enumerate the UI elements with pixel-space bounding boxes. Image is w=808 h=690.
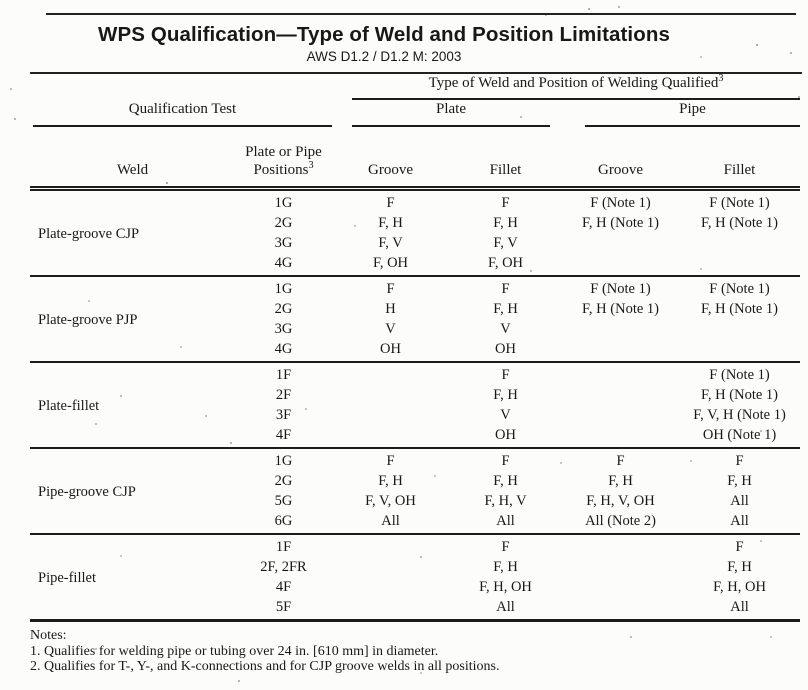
position-cell: 2G: [274, 473, 293, 489]
plate-groove-cell: F: [386, 195, 395, 211]
position-cell: 5G: [274, 493, 293, 509]
col-header-weld: Weld: [30, 127, 235, 189]
table-row: [30, 448, 800, 471]
plate-fillet-cell: F: [501, 367, 510, 383]
footnote-ref-3: 3: [718, 73, 724, 84]
pipe-fillet-cell: F, H (Note 1): [701, 215, 778, 231]
position-cell: 3F: [275, 407, 292, 423]
table-row: [30, 362, 800, 385]
pipe-fillet-cell: F, H (Note 1): [701, 301, 778, 317]
pipe-groove-cell: [562, 362, 679, 385]
plate-groove-cell: All: [381, 513, 400, 529]
pipe-groove-cell: F (Note 1): [590, 195, 651, 211]
group-pipe-label: Pipe: [585, 100, 800, 127]
notes-heading: Notes:: [30, 628, 67, 643]
pipe-groove-cell: [562, 385, 679, 405]
plate-fillet-cell: All: [496, 599, 515, 615]
pipe-groove-cell: All (Note 2): [585, 513, 656, 529]
plate-fillet-cell: F, H: [493, 387, 518, 403]
weld-type-cell: Pipe-groove CJP: [38, 484, 136, 500]
pipe-groove-cell: [562, 233, 679, 253]
plate-groove-cell: F: [386, 281, 395, 297]
pipe-groove-cell: F, H: [608, 473, 633, 489]
table-section: [30, 276, 800, 362]
plate-fillet-cell: F, H: [493, 473, 518, 489]
plate-groove-cell: F, H: [378, 215, 403, 231]
group-qualification-test: [30, 100, 332, 127]
table-row: [30, 534, 800, 557]
weld-type-cell: Plate-groove CJP: [38, 226, 140, 242]
position-cell: 1G: [274, 195, 293, 211]
plate-groove-cell: [332, 534, 449, 557]
pipe-groove-cell: [562, 319, 679, 339]
pipe-groove-cell: [562, 557, 679, 577]
plate-groove-cell: [332, 557, 449, 577]
position-cell: 2G: [274, 215, 293, 231]
table-section: [30, 534, 800, 621]
col-header-positions-label: Plate or Pipe Positions: [245, 144, 322, 178]
pipe-groove-cell: F: [616, 453, 625, 469]
plate-fillet-cell: F, H, OH: [479, 579, 532, 595]
plate-groove-cell: F, H: [378, 473, 403, 489]
table-section: [30, 448, 800, 534]
column-header-row: [30, 127, 800, 189]
page-title: WPS Qualification—Type of Weld and Position Limitations: [98, 23, 670, 46]
position-cell: 4G: [274, 255, 293, 271]
pipe-fillet-cell: F: [735, 453, 744, 469]
plate-fillet-cell: OH: [495, 427, 516, 443]
plate-groove-cell: [332, 577, 449, 597]
position-cell: 1F: [275, 367, 292, 383]
pipe-groove-cell: F, H (Note 1): [582, 301, 659, 317]
pipe-groove-cell: [562, 425, 679, 448]
group-header-row: [30, 100, 800, 127]
header-spacer: [30, 74, 332, 100]
pipe-fillet-cell: All: [730, 599, 749, 615]
position-cell: 6G: [274, 513, 293, 529]
pipe-groove-cell: [562, 253, 679, 276]
page-subtitle: AWS D1.2 / D1.2 M: 2003: [306, 49, 462, 64]
plate-groove-cell: H: [385, 301, 396, 317]
qualified-span-label: Type of Weld and Position of Welding Qualified: [428, 75, 719, 91]
pipe-fillet-cell: [679, 319, 800, 339]
weld-type-cell: Pipe-fillet: [38, 570, 96, 586]
wps-qualification-table: [30, 74, 800, 622]
scan-noise: [0, 0, 2, 2]
group-pipe: [562, 100, 800, 127]
col-header-pipe-fillet: Fillet: [679, 127, 800, 189]
position-cell: 3G: [274, 235, 293, 251]
qualified-span-header: [332, 74, 800, 100]
pipe-fillet-cell: F, H: [727, 473, 752, 489]
plate-fillet-cell: F: [501, 281, 510, 297]
plate-fillet-cell: All: [496, 513, 515, 529]
pipe-groove-cell: [562, 597, 679, 621]
pipe-groove-cell: [562, 339, 679, 362]
pipe-groove-cell: F, H (Note 1): [582, 215, 659, 231]
plate-fillet-cell: F, H: [493, 559, 518, 575]
plate-fillet-cell: F: [501, 453, 510, 469]
pipe-groove-cell: [562, 405, 679, 425]
position-cell: 4F: [275, 579, 292, 595]
group-plate-label: Plate: [352, 100, 550, 127]
position-cell: 1F: [275, 539, 292, 555]
weld-type-cell: Plate-groove PJP: [38, 312, 138, 328]
position-cell: 2G: [274, 301, 293, 317]
plate-groove-cell: [332, 405, 449, 425]
pipe-fillet-cell: All: [730, 513, 749, 529]
position-cell: 4G: [274, 341, 293, 357]
plate-fillet-cell: F: [501, 539, 510, 555]
table-section: [30, 362, 800, 448]
pipe-fillet-cell: F (Note 1): [709, 281, 770, 297]
table-header: [30, 74, 800, 189]
pipe-fillet-cell: F (Note 1): [709, 195, 770, 211]
plate-groove-cell: [332, 362, 449, 385]
weld-type-cell: Plate-fillet: [38, 398, 100, 414]
plate-groove-cell: OH: [380, 341, 401, 357]
plate-fillet-cell: F, OH: [487, 255, 524, 271]
plate-groove-cell: V: [385, 321, 396, 337]
plate-groove-cell: [332, 385, 449, 405]
footnote-ref-3: 3: [308, 160, 314, 171]
pipe-fillet-cell: F, H (Note 1): [701, 387, 778, 403]
pipe-fillet-cell: [679, 253, 800, 276]
pipe-groove-cell: [562, 577, 679, 597]
position-cell: 3G: [274, 321, 293, 337]
plate-groove-cell: F, V: [378, 235, 403, 251]
pipe-fillet-cell: F, H: [727, 559, 752, 575]
position-cell: 2F: [275, 387, 292, 403]
table-row: [30, 276, 800, 299]
pipe-groove-cell: [562, 534, 679, 557]
pipe-fillet-cell: F (Note 1): [709, 367, 770, 383]
plate-fillet-cell: F, V: [493, 235, 518, 251]
pipe-fillet-cell: F, H, OH: [713, 579, 766, 595]
position-cell: 2F, 2FR: [260, 559, 307, 575]
pipe-fillet-cell: [679, 339, 800, 362]
position-cell: 5F: [275, 599, 292, 615]
note-1: 1. Qualifies for welding pipe or tubing over 24 in. [610 mm] in diameter.: [30, 643, 439, 659]
notes: [30, 628, 808, 675]
pipe-fillet-cell: All: [730, 493, 749, 509]
position-cell: 1G: [274, 453, 293, 469]
group-qualification-test-label: Qualification Test: [33, 100, 332, 127]
pipe-groove-cell: F, H, V, OH: [586, 493, 655, 509]
table-row: [30, 189, 800, 214]
plate-fillet-cell: V: [500, 407, 511, 423]
table-section: [30, 189, 800, 277]
pipe-fillet-cell: F, V, H (Note 1): [693, 407, 786, 423]
plate-groove-cell: F, OH: [372, 255, 409, 271]
col-header-positions: [235, 127, 332, 189]
plate-groove-cell: [332, 425, 449, 448]
qualified-span-row: [30, 74, 800, 100]
plate-fillet-cell: V: [500, 321, 511, 337]
plate-groove-cell: F: [386, 453, 395, 469]
plate-fillet-cell: F: [501, 195, 510, 211]
pipe-fillet-cell: OH (Note 1): [702, 427, 777, 443]
position-cell: 1G: [274, 281, 293, 297]
pipe-groove-cell: F (Note 1): [590, 281, 651, 297]
group-plate: [332, 100, 562, 127]
col-header-pipe-groove: Groove: [562, 127, 679, 189]
plate-fillet-cell: F, H, V: [484, 493, 527, 509]
plate-groove-cell: [332, 597, 449, 621]
pipe-fillet-cell: [679, 233, 800, 253]
plate-fillet-cell: F, H: [493, 215, 518, 231]
pipe-fillet-cell: F: [735, 539, 744, 555]
note-2: 2. Qualifies for T-, Y-, and K-connections and for CJP groove welds in all positions.: [30, 659, 500, 674]
plate-fillet-cell: OH: [495, 341, 516, 357]
position-cell: 4F: [275, 427, 292, 443]
top-horizontal-rule: [46, 13, 796, 15]
col-header-plate-fillet: Fillet: [449, 127, 562, 189]
plate-groove-cell: F, V, OH: [365, 493, 416, 509]
plate-fillet-cell: F, H: [493, 301, 518, 317]
col-header-plate-groove: Groove: [332, 127, 449, 189]
